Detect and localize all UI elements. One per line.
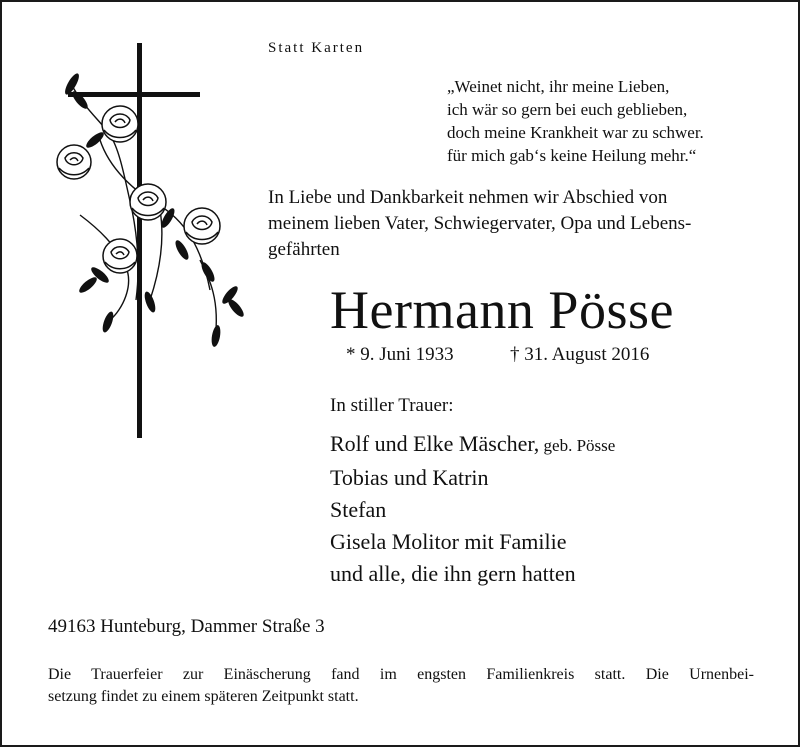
mourners-label: In stiller Trauer: — [330, 395, 454, 416]
mourners-list — [330, 428, 615, 590]
cross-with-roses-icon — [40, 40, 250, 440]
farewell-intro — [268, 185, 750, 263]
birth-date: * 9. Juni 1933 — [346, 344, 454, 365]
mourner-entry: Gisela Molitor mit Familie — [330, 529, 567, 554]
mourner-entry: Tobias und Katrin — [330, 465, 489, 490]
deceased-name: Hermann Pösse — [330, 280, 674, 340]
mourner-note: geb. Pösse — [539, 436, 616, 455]
intro-line: gefährten — [268, 239, 340, 260]
poem-quote — [447, 75, 704, 167]
mourner-name: Rolf und Elke Mäscher, — [330, 431, 540, 456]
quote-line: „Weinet nicht, ihr meine Lieben, — [447, 77, 670, 96]
life-dates — [346, 344, 650, 366]
funeral-notice — [48, 664, 754, 708]
mourner-entry — [330, 428, 615, 462]
death-date: † 31. August 2016 — [510, 344, 650, 365]
notice-line: setzung findet zu einem späteren Zeitpunkt statt. — [48, 688, 359, 705]
notice-line: Die Trauerfeier zur Einäscherung fand im engsten Familienkreis statt. Die Urnenbei- — [48, 666, 754, 683]
intro-line: meinem lieben Vater, Schwiegervater, Opa und Lebens- — [268, 213, 692, 234]
quote-line: für mich gab‘s keine Heilung mehr.“ — [447, 146, 697, 165]
statt-karten-label: Statt Karten — [268, 40, 365, 56]
mourner-entry: und alle, die ihn gern hatten — [330, 561, 576, 586]
mourner-entry: Stefan — [330, 497, 387, 522]
quote-line: ich wär so gern bei euch geblieben, — [447, 100, 688, 119]
intro-line: In Liebe und Dankbarkeit nehmen wir Abschied von — [268, 187, 668, 208]
mourner-address: 49163 Hunteburg, Dammer Straße 3 — [48, 616, 325, 637]
quote-line: doch meine Krankheit war zu schwer. — [447, 123, 704, 142]
